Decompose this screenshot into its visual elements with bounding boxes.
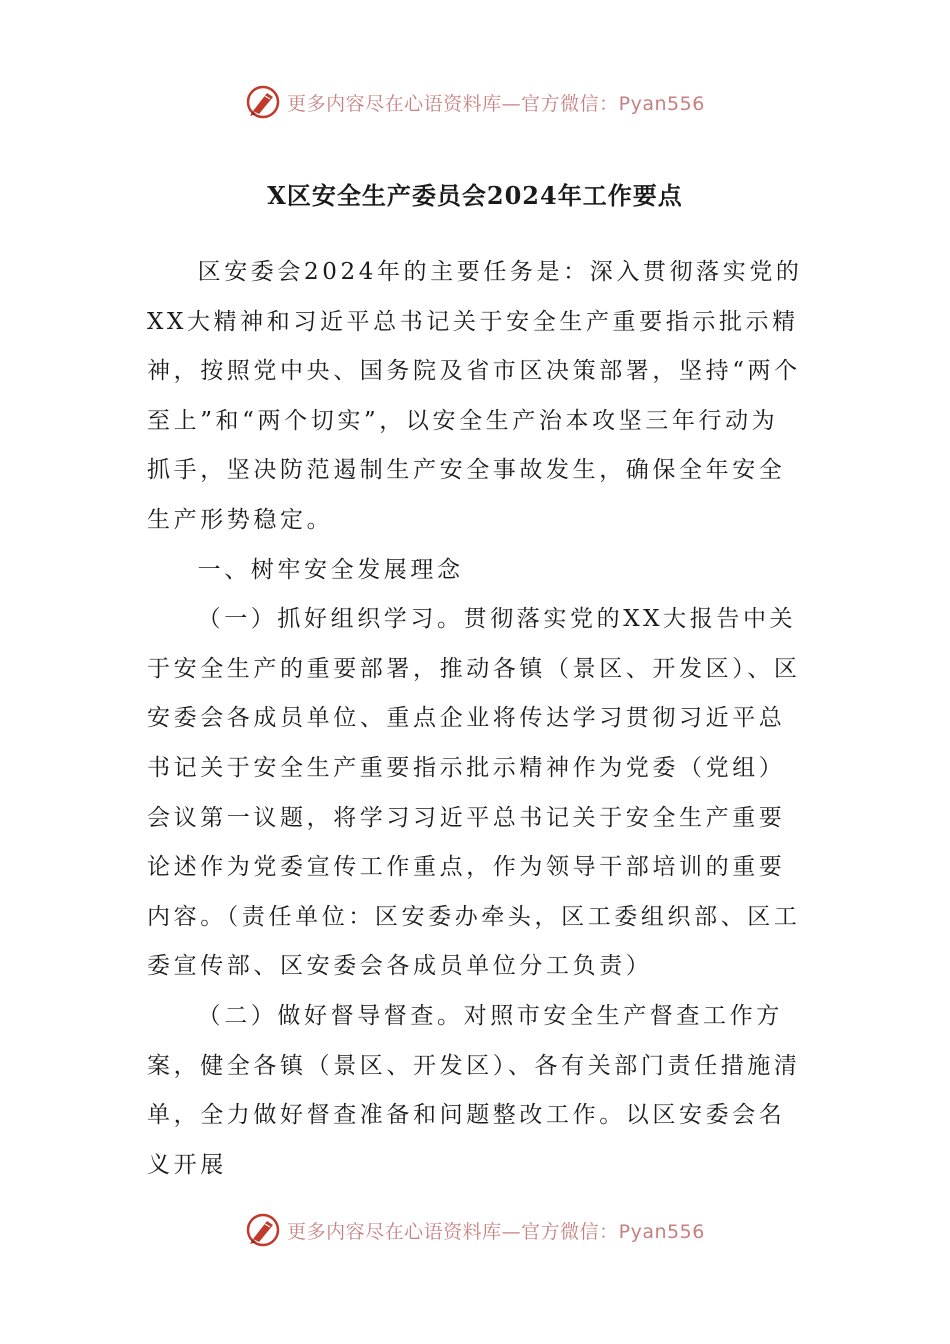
banner-text — [287, 89, 705, 116]
banner-main-text: 更多内容尽在心语资料库—官方微信： — [287, 92, 619, 115]
pen-nib-logo-icon — [245, 84, 281, 120]
footer-watermark-banner — [0, 1210, 950, 1250]
banner-text — [287, 1217, 705, 1244]
pen-nib-logo-icon — [245, 1212, 281, 1248]
document-body — [147, 248, 803, 1190]
banner-main-text: 更多内容尽在心语资料库—官方微信： — [287, 1220, 619, 1243]
paragraph-main-tasks: 区安委会2024年的主要任务是：深入贯彻落实党的XX大精神和习近平总书记关于安全生产重要指示批示精神，按照党中央、国务院及省市区决策部署，坚持“两个至上”和“两个切实”，以安全生产治本攻坚三年行动为抓手，坚决防范遏制生产安全事故发生，确保全年安全生产形势稳定。 — [147, 259, 803, 533]
paragraph-supervision: （二）做好督导督查。对照市安全生产督查工作方案，健全各镇（景区、开发区）、各有关部门责任措施清单，全力做好督查准备和问题整改工作。以区安委会名义开展 — [147, 1002, 801, 1178]
paragraph-organize-study: （一）抓好组织学习。贯彻落实党的XX大报告中关于安全生产的重要部署，推动各镇（景区、开发区）、区安委会各成员单位、重点企业将传达学习贯彻习近平总书记关于安全生产重要指示批示精神作为党委（党组）会议第一议题，将学习习近平总书记关于安全生产重要论述作为党委宣传工作重点，作为领导干部培训的重要内容。（责任单位：区安委办牵头，区工委组织部、区工委宣传部、区安委会各成员单位分工负责） — [147, 606, 801, 980]
wechat-id: Pyan556 — [618, 92, 705, 115]
section-heading-1: 一、树牢安全发展理念 — [197, 556, 464, 583]
document-title: X区安全生产委员会2024年工作要点 — [267, 181, 683, 210]
header-watermark-banner — [0, 82, 950, 122]
wechat-id: Pyan556 — [618, 1220, 705, 1243]
